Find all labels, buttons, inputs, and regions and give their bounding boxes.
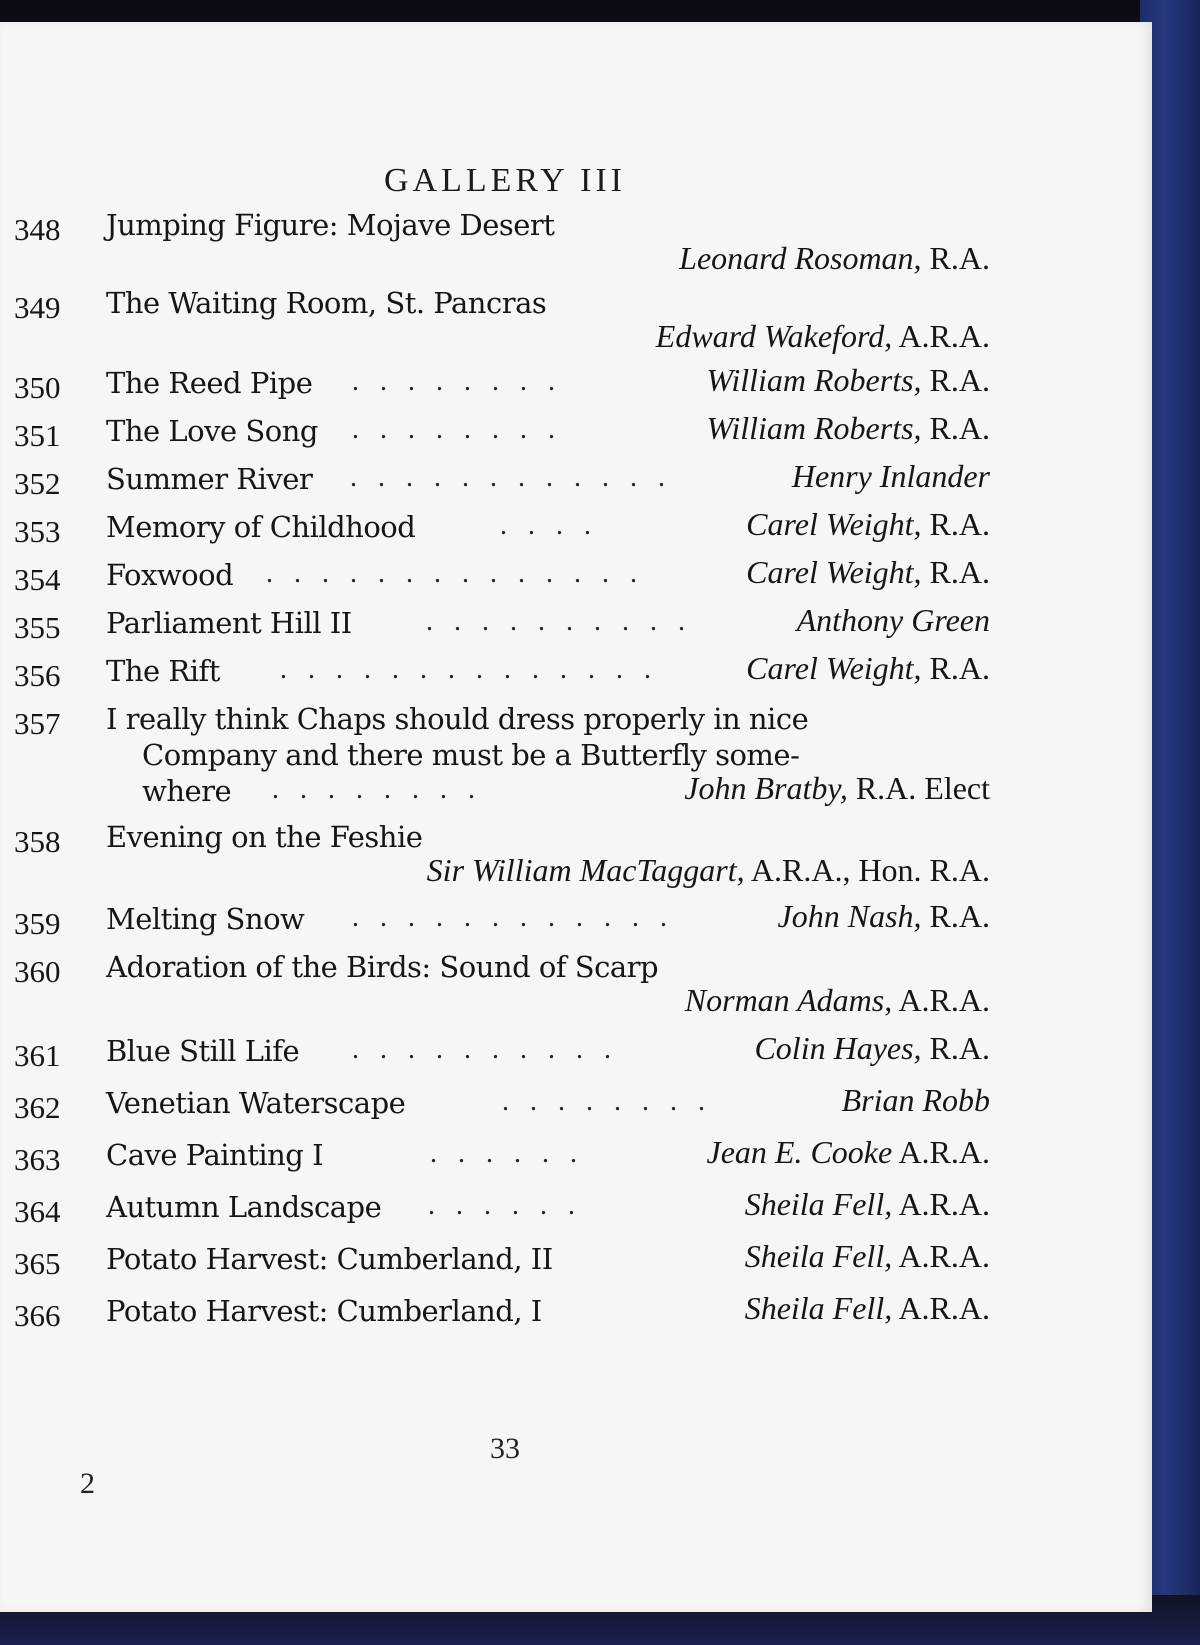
entry-title: Foxwood xyxy=(106,558,234,592)
entry-title: The Love Song xyxy=(106,414,318,448)
entry-number: 358 xyxy=(14,824,61,859)
entry-title: Potato Harvest: Cumberland, I xyxy=(106,1294,542,1328)
entry-number: 355 xyxy=(14,610,61,645)
entry-artist: William Roberts, R.A. xyxy=(706,362,990,398)
entry-title: I really think Chaps should dress properly in nice xyxy=(106,702,809,736)
entry-artist: Sheila Fell, A.R.A. xyxy=(744,1238,990,1274)
dot-leaders: . . . . . . . . . . xyxy=(426,606,692,637)
entry-number: 350 xyxy=(14,370,61,405)
entry-artist: Leonard Rosoman, R.A. xyxy=(679,240,990,276)
entry-title: Cave Painting I xyxy=(106,1138,324,1172)
entry-artist: Jean E. Cooke A.R.A. xyxy=(706,1134,990,1170)
entry-title: Parliament Hill II xyxy=(106,606,352,640)
dot-leaders: . . . . . . . . . . . . xyxy=(352,902,674,933)
entry-number: 366 xyxy=(14,1298,61,1333)
entry-artist: Anthony Green xyxy=(796,602,990,638)
dot-leaders: . . . . . . xyxy=(430,1138,584,1169)
entry-number: 359 xyxy=(14,906,61,941)
entry-number: 351 xyxy=(14,418,61,453)
dot-leaders: . . . . . . . . xyxy=(502,1086,712,1117)
entry-artist: Henry Inlander xyxy=(791,458,990,494)
signature-mark: 2 xyxy=(80,1467,95,1500)
dot-leaders: . . . . . . . . xyxy=(272,774,482,805)
entry-title-continued: where xyxy=(142,774,232,808)
entry-artist: Sheila Fell, A.R.A. xyxy=(744,1186,990,1222)
dot-leaders: . . . . . . . . xyxy=(352,366,562,397)
entry-number: 357 xyxy=(14,706,61,741)
entry-number: 360 xyxy=(14,954,61,989)
dot-leaders: . . . . . . . . . . . . xyxy=(350,462,672,493)
entry-number: 364 xyxy=(14,1194,61,1229)
entry-artist: Carel Weight, R.A. xyxy=(746,650,990,686)
dot-leaders: . . . . . . xyxy=(428,1190,582,1221)
entry-number: 353 xyxy=(14,514,61,549)
entry-title: Venetian Waterscape xyxy=(106,1086,406,1120)
entry-number: 349 xyxy=(14,290,61,325)
entry-number: 363 xyxy=(14,1142,61,1177)
entry-artist: Sheila Fell, A.R.A. xyxy=(744,1290,990,1326)
dot-leaders: . . . . xyxy=(500,510,598,541)
entry-title: Melting Snow xyxy=(106,902,305,936)
entry-title: The Reed Pipe xyxy=(106,366,313,400)
entry-title: Blue Still Life xyxy=(106,1034,300,1068)
page-number: 33 xyxy=(490,1432,520,1465)
entry-artist: Sir William MacTaggart, A.R.A., Hon. R.A. xyxy=(426,852,990,888)
entry-artist: Edward Wakeford, A.R.A. xyxy=(655,318,990,354)
dot-leaders: . . . . . . . . . . . . . . xyxy=(266,558,644,589)
entry-title: The Waiting Room, St. Pancras xyxy=(106,286,547,320)
entry-title: Adoration of the Birds: Sound of Scarp xyxy=(106,950,659,984)
entry-number: 365 xyxy=(14,1246,61,1281)
gallery-heading: GALLERY III xyxy=(384,162,626,199)
entry-artist: William Roberts, R.A. xyxy=(706,410,990,446)
entry-title: Memory of Childhood xyxy=(106,510,416,544)
entry-title: Jumping Figure: Mojave Desert xyxy=(106,208,555,242)
entry-artist: Brian Robb xyxy=(841,1082,990,1118)
dot-leaders: . . . . . . . . . . . . . . xyxy=(280,654,658,685)
entry-number: 354 xyxy=(14,562,61,597)
entry-number: 356 xyxy=(14,658,61,693)
entry-artist: Norman Adams, A.R.A. xyxy=(684,982,990,1018)
entry-number: 348 xyxy=(14,212,61,247)
dot-leaders: . . . . . . . . xyxy=(352,414,562,445)
catalogue-page xyxy=(0,22,1152,1612)
entry-artist: John Bratby, R.A. Elect xyxy=(684,770,990,806)
entry-title: The Rift xyxy=(106,654,220,688)
entry-title-continued: Company and there must be a Butterfly some- xyxy=(142,738,800,772)
entry-artist: Carel Weight, R.A. xyxy=(746,554,990,590)
entry-artist: John Nash, R.A. xyxy=(777,898,990,934)
entry-number: 361 xyxy=(14,1038,61,1073)
entry-number: 352 xyxy=(14,466,61,501)
entry-number: 362 xyxy=(14,1090,61,1125)
entry-artist: Colin Hayes, R.A. xyxy=(754,1030,990,1066)
entry-title: Evening on the Feshie xyxy=(106,820,423,854)
entry-artist: Carel Weight, R.A. xyxy=(746,506,990,542)
dot-leaders: . . . . . . . . . . xyxy=(352,1034,618,1065)
entry-title: Potato Harvest: Cumberland, II xyxy=(106,1242,553,1276)
entry-title: Autumn Landscape xyxy=(106,1190,382,1224)
entry-title: Summer River xyxy=(106,462,313,496)
